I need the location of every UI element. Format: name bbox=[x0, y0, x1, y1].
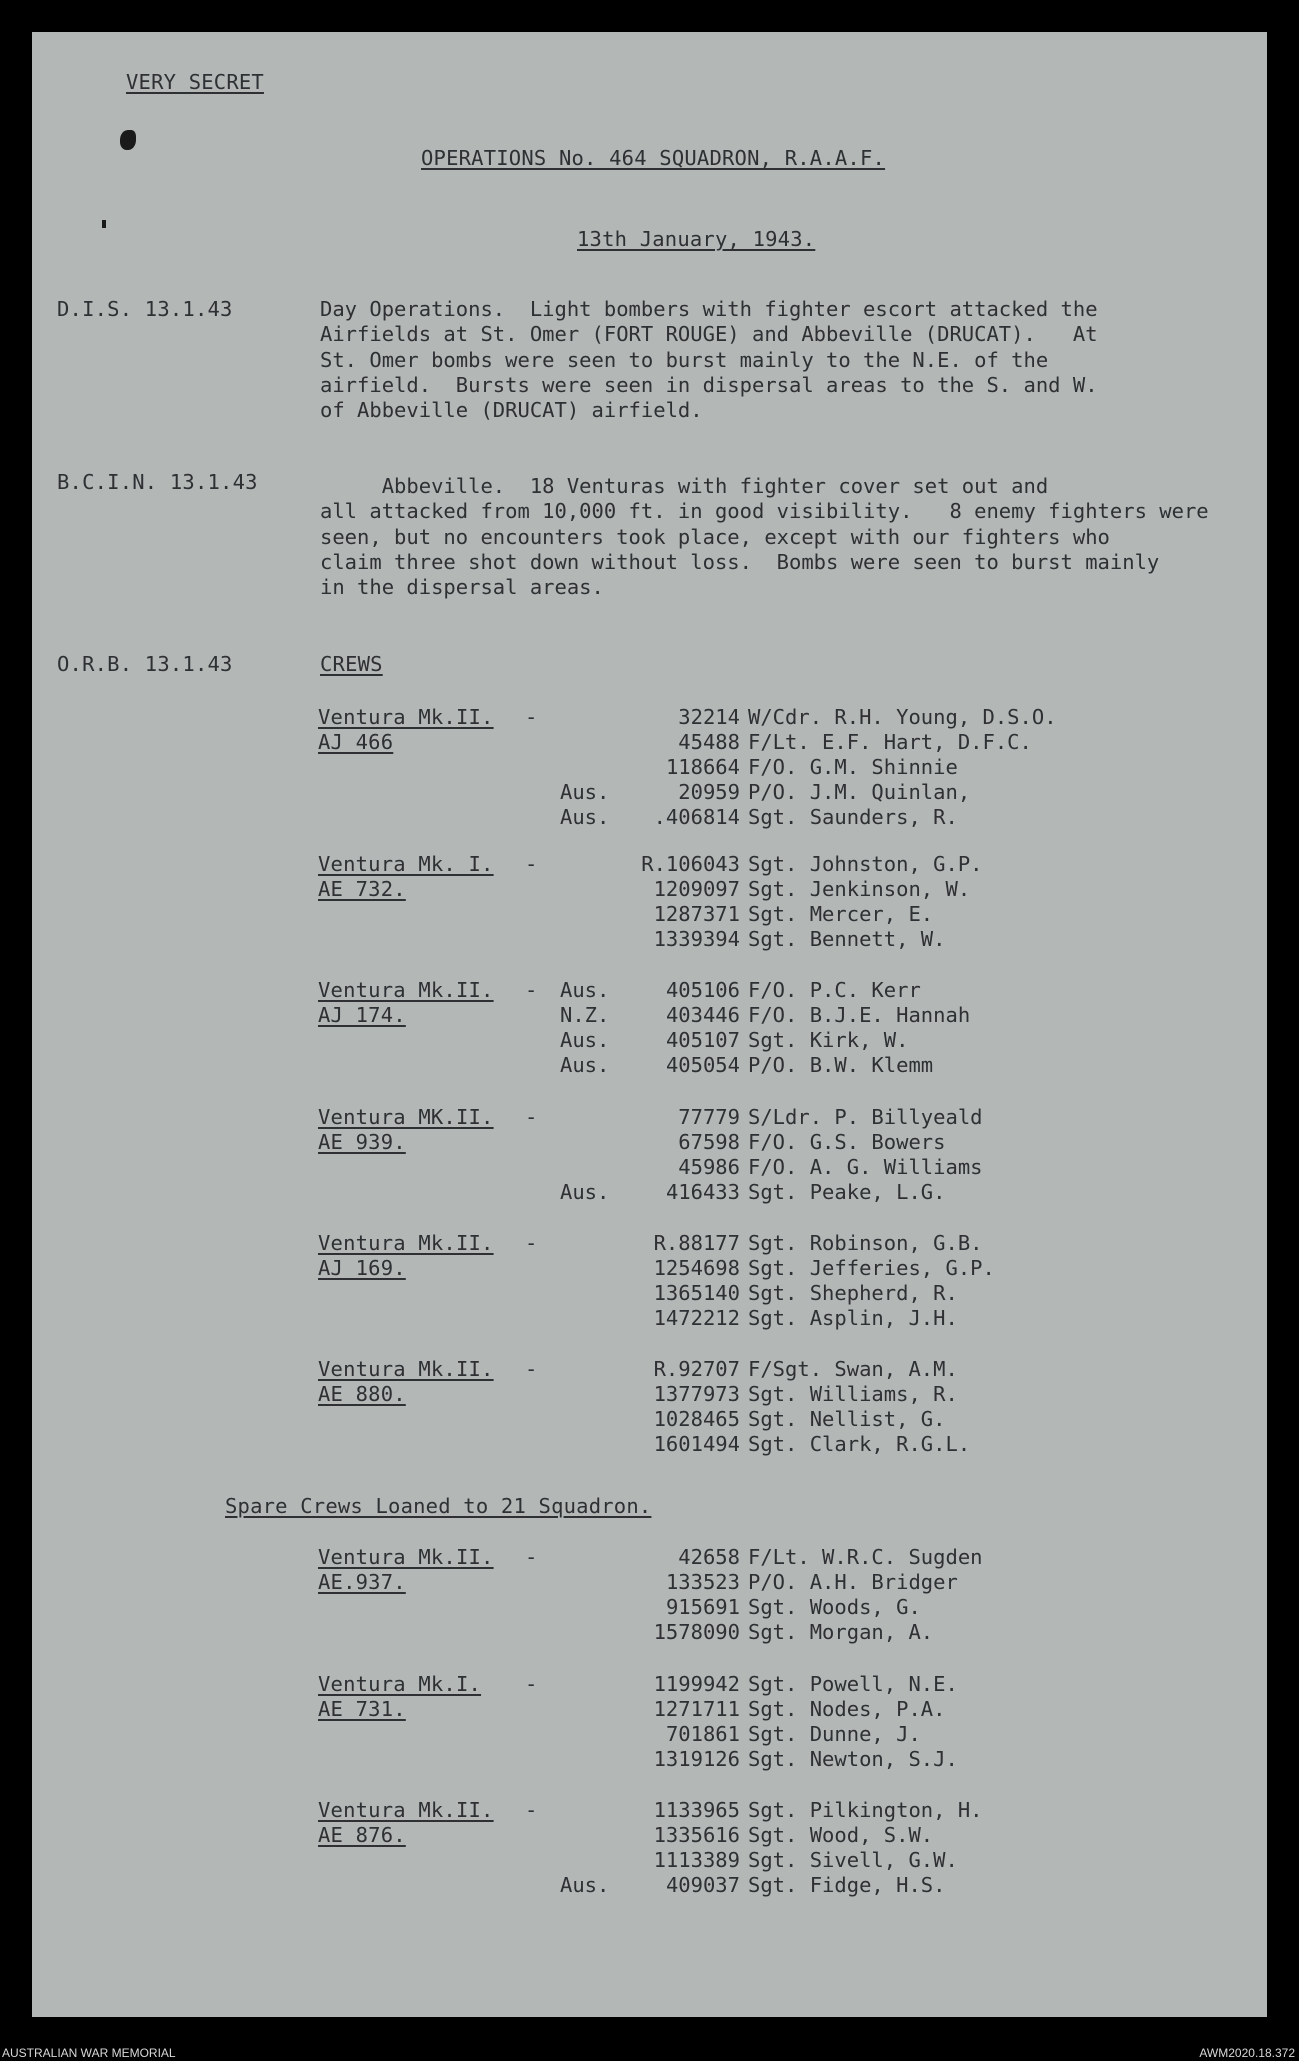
service-number: 1028465 bbox=[653, 1407, 740, 1431]
footer-reference: AWM2020.18.372 bbox=[1199, 2046, 1295, 2060]
crew-name: Sgt. Robinson, G.B. bbox=[748, 1231, 983, 1255]
crew-name: Sgt. Clark, R.G.L. bbox=[748, 1432, 971, 1456]
crew-member-row bbox=[560, 1382, 958, 1407]
crew-name: Sgt. Powell, N.E. bbox=[748, 1672, 958, 1696]
crew-member-row bbox=[560, 902, 933, 927]
paper-hole-mark bbox=[102, 220, 106, 228]
crew-member-row bbox=[560, 1747, 958, 1772]
service-number: 77779 bbox=[678, 1105, 740, 1129]
crew-name: Sgt. Bennett, W. bbox=[748, 927, 946, 951]
service-number: 1601494 bbox=[653, 1432, 740, 1456]
crew-name: F/Sgt. Swan, A.M. bbox=[748, 1357, 958, 1381]
crew-name: Sgt. Dunne, J. bbox=[748, 1722, 921, 1746]
crew-member-row bbox=[560, 1003, 970, 1028]
crew-member-row bbox=[560, 1848, 958, 1873]
crew-name: Sgt. Pilkington, H. bbox=[748, 1798, 983, 1822]
aircraft-dash: - bbox=[525, 1798, 538, 1822]
service-number: 1377973 bbox=[653, 1382, 740, 1406]
crew-name: Sgt. Wood, S.W. bbox=[748, 1823, 934, 1847]
service-number: R.88177 bbox=[653, 1231, 740, 1255]
crew-member-row bbox=[560, 1281, 958, 1306]
entry-text: Day Operations. Light bombers with fighter escort attacked the Airfields at St. Omer (FORT ROUGE) and Abbeville (DRUCAT). At St. Omer bombs were seen to burst mainly to the N.E. of the airfield. Bursts were seen in dispersal areas to the S. and W. of Abbeville (DRUCAT) airfield. bbox=[320, 297, 1098, 423]
service-number: 1287371 bbox=[653, 902, 740, 926]
document-title: OPERATIONS No. 464 SQUADRON, R.A.A.F. bbox=[421, 146, 886, 170]
footer-institution: AUSTRALIAN WAR MEMORIAL bbox=[2, 2046, 176, 2060]
crew-member-row bbox=[560, 730, 1032, 755]
crew-name: F/O. G.M. Shinnie bbox=[748, 755, 958, 779]
crew-name: Sgt. Shepherd, R. bbox=[748, 1281, 958, 1305]
service-number: 67598 bbox=[678, 1130, 740, 1154]
crew-name: Sgt. Newton, S.J. bbox=[748, 1747, 958, 1771]
crew-name: P/O. A.H. Bridger bbox=[748, 1570, 958, 1594]
crew-name: F/O. B.J.E. Hannah bbox=[748, 1003, 971, 1027]
service-number: 403446 bbox=[665, 1003, 740, 1027]
crew-name: Sgt. Morgan, A. bbox=[748, 1620, 934, 1644]
crew-name: F/O. P.C. Kerr bbox=[748, 978, 921, 1002]
service-number: 1113389 bbox=[653, 1848, 740, 1872]
crew-member-row bbox=[560, 1873, 945, 1898]
aircraft-serial: AE 880. bbox=[318, 1382, 406, 1406]
service-number: R.92707 bbox=[653, 1357, 740, 1381]
service-number: 701861 bbox=[665, 1722, 740, 1746]
service-number: 1254698 bbox=[653, 1256, 740, 1280]
crew-member-row bbox=[560, 1053, 933, 1078]
crew-member-row bbox=[560, 1432, 970, 1457]
aircraft-serial: AJ 466 bbox=[318, 730, 394, 754]
crew-member-row bbox=[560, 1697, 945, 1722]
aircraft-type: Ventura Mk.II. bbox=[318, 705, 494, 729]
spare-crews-heading: Spare Crews Loaned to 21 Squadron. bbox=[225, 1494, 652, 1518]
service-number: .406814 bbox=[653, 805, 740, 829]
aircraft-type: Ventura Mk.II. bbox=[318, 1798, 494, 1822]
aircraft-type: Ventura Mk.II. bbox=[318, 978, 494, 1002]
aircraft-serial: AE.937. bbox=[318, 1570, 406, 1594]
crew-name: Sgt. Mercer, E. bbox=[748, 902, 934, 926]
crew-name: Sgt. Jenkinson, W. bbox=[748, 877, 971, 901]
crew-member-row bbox=[560, 1407, 945, 1432]
crew-member-row bbox=[560, 1105, 983, 1130]
service-prefix: Aus. bbox=[560, 1028, 610, 1052]
crew-member-row bbox=[560, 1545, 983, 1570]
service-prefix: Aus. bbox=[560, 1180, 610, 1204]
crew-member-row bbox=[560, 1231, 983, 1256]
crew-member-row bbox=[560, 805, 958, 830]
crew-name: W/Cdr. R.H. Young, D.S.O. bbox=[748, 705, 1057, 729]
crew-member-row bbox=[560, 877, 970, 902]
service-number: 1319126 bbox=[653, 1747, 740, 1771]
crew-member-row bbox=[560, 1595, 921, 1620]
aircraft-type: Ventura Mk.I. bbox=[318, 1672, 482, 1696]
aircraft-dash: - bbox=[525, 705, 538, 729]
crew-member-row bbox=[560, 1357, 958, 1382]
crew-name: Sgt. Jefferies, G.P. bbox=[748, 1256, 995, 1280]
service-number: 1339394 bbox=[653, 927, 740, 951]
crew-member-row bbox=[560, 1722, 921, 1747]
crew-member-row bbox=[560, 852, 983, 877]
aircraft-type: Ventura Mk.II. bbox=[318, 1231, 494, 1255]
crew-member-row bbox=[560, 1672, 958, 1697]
aircraft-serial: AE 731. bbox=[318, 1697, 406, 1721]
crew-name: Sgt. Johnston, G.P. bbox=[748, 852, 983, 876]
crew-member-row bbox=[560, 1130, 945, 1155]
service-prefix: Aus. bbox=[560, 1053, 610, 1077]
entry-text: Abbeville. 18 Venturas with fighter cover set out and all attacked from 10,000 ft. in good visibility. 8 enemy fighters were seen, but no encounters took place, except with our fighters who claim three shot down without loss. Bombs were seen to burst mainly in the dispersal areas. bbox=[320, 474, 1209, 600]
classification-label: VERY SECRET bbox=[126, 70, 264, 94]
crew-name: Sgt. Sivell, G.W. bbox=[748, 1848, 958, 1872]
crew-name: Sgt. Peake, L.G. bbox=[748, 1180, 946, 1204]
crew-name: P/O. J.M. Quinlan, bbox=[748, 780, 971, 804]
crew-name: Sgt. Fidge, H.S. bbox=[748, 1873, 946, 1897]
service-number: 409037 bbox=[665, 1873, 740, 1897]
aircraft-dash: - bbox=[525, 1231, 538, 1255]
crew-name: F/Lt. W.R.C. Sugden bbox=[748, 1545, 983, 1569]
crew-member-row bbox=[560, 927, 945, 952]
service-number: 20959 bbox=[678, 780, 740, 804]
service-number: 118664 bbox=[665, 755, 740, 779]
crew-name: F/Lt. E.F. Hart, D.F.C. bbox=[748, 730, 1032, 754]
service-prefix: Aus. bbox=[560, 780, 610, 804]
entry-ref: O.R.B. 13.1.43 bbox=[57, 652, 233, 676]
service-prefix: Aus. bbox=[560, 978, 610, 1002]
service-prefix: Aus. bbox=[560, 805, 610, 829]
aircraft-dash: - bbox=[525, 978, 538, 1002]
service-number: 45488 bbox=[678, 730, 740, 754]
crew-member-row bbox=[560, 1798, 983, 1823]
service-number: 42658 bbox=[678, 1545, 740, 1569]
crew-name: Sgt. Saunders, R. bbox=[748, 805, 958, 829]
aircraft-type: Ventura MK.II. bbox=[318, 1105, 494, 1129]
crews-heading: CREWS bbox=[320, 652, 383, 676]
crew-member-row bbox=[560, 1155, 983, 1180]
crew-member-row bbox=[560, 1028, 908, 1053]
service-number: 405106 bbox=[665, 978, 740, 1002]
service-prefix: Aus. bbox=[560, 1873, 610, 1897]
service-number: 1578090 bbox=[653, 1620, 740, 1644]
entry-ref: B.C.I.N. 13.1.43 bbox=[57, 470, 258, 494]
crew-member-row bbox=[560, 1620, 933, 1645]
crew-name: Sgt. Williams, R. bbox=[748, 1382, 958, 1406]
crew-member-row bbox=[560, 780, 970, 805]
aircraft-type: Ventura Mk.II. bbox=[318, 1545, 494, 1569]
crew-member-row bbox=[560, 1570, 958, 1595]
crew-name: Sgt. Kirk, W. bbox=[748, 1028, 909, 1052]
service-number: 1199942 bbox=[653, 1672, 740, 1696]
crew-member-row bbox=[560, 755, 958, 780]
aircraft-dash: - bbox=[525, 1545, 538, 1569]
aircraft-serial: AE 876. bbox=[318, 1823, 406, 1847]
aircraft-serial: AE 732. bbox=[318, 877, 406, 901]
crew-member-row bbox=[560, 705, 1057, 730]
crew-name: S/Ldr. P. Billyeald bbox=[748, 1105, 983, 1129]
crew-name: Sgt. Nellist, G. bbox=[748, 1407, 946, 1431]
service-number: 32214 bbox=[678, 705, 740, 729]
aircraft-dash: - bbox=[525, 1357, 538, 1381]
document-date: 13th January, 1943. bbox=[577, 227, 816, 251]
aircraft-serial: AJ 174. bbox=[318, 1003, 406, 1027]
service-number: 1365140 bbox=[653, 1281, 740, 1305]
service-number: 1209097 bbox=[653, 877, 740, 901]
service-number: 405054 bbox=[665, 1053, 740, 1077]
aircraft-serial: AE 939. bbox=[318, 1130, 406, 1154]
crew-name: F/O. A. G. Williams bbox=[748, 1155, 983, 1179]
crew-name: F/O. G.S. Bowers bbox=[748, 1130, 946, 1154]
aircraft-dash: - bbox=[525, 1105, 538, 1129]
crew-member-row bbox=[560, 1256, 995, 1281]
aircraft-serial: AJ 169. bbox=[318, 1256, 406, 1280]
service-number: 1271711 bbox=[653, 1697, 740, 1721]
aircraft-dash: - bbox=[525, 1672, 538, 1696]
service-number: 133523 bbox=[665, 1570, 740, 1594]
crew-name: P/O. B.W. Klemm bbox=[748, 1053, 934, 1077]
entry-ref: D.I.S. 13.1.43 bbox=[57, 297, 233, 321]
service-number: 1133965 bbox=[653, 1798, 740, 1822]
aircraft-dash: - bbox=[525, 852, 538, 876]
service-number: R.106043 bbox=[641, 852, 740, 876]
crew-name: Sgt. Woods, G. bbox=[748, 1595, 921, 1619]
crew-member-row bbox=[560, 978, 921, 1003]
service-number: 45986 bbox=[678, 1155, 740, 1179]
crew-member-row bbox=[560, 1823, 933, 1848]
crew-member-row bbox=[560, 1306, 958, 1331]
aircraft-type: Ventura Mk.II. bbox=[318, 1357, 494, 1381]
crew-member-row bbox=[560, 1180, 945, 1205]
service-number: 1335616 bbox=[653, 1823, 740, 1847]
service-number: 416433 bbox=[665, 1180, 740, 1204]
crew-name: Sgt. Asplin, J.H. bbox=[748, 1306, 958, 1330]
paper-hole-mark bbox=[120, 130, 136, 150]
service-number: 915691 bbox=[665, 1595, 740, 1619]
service-prefix: N.Z. bbox=[560, 1003, 610, 1027]
document-page bbox=[32, 32, 1267, 2017]
crew-name: Sgt. Nodes, P.A. bbox=[748, 1697, 946, 1721]
aircraft-type: Ventura Mk. I. bbox=[318, 852, 494, 876]
service-number: 405107 bbox=[665, 1028, 740, 1052]
service-number: 1472212 bbox=[653, 1306, 740, 1330]
